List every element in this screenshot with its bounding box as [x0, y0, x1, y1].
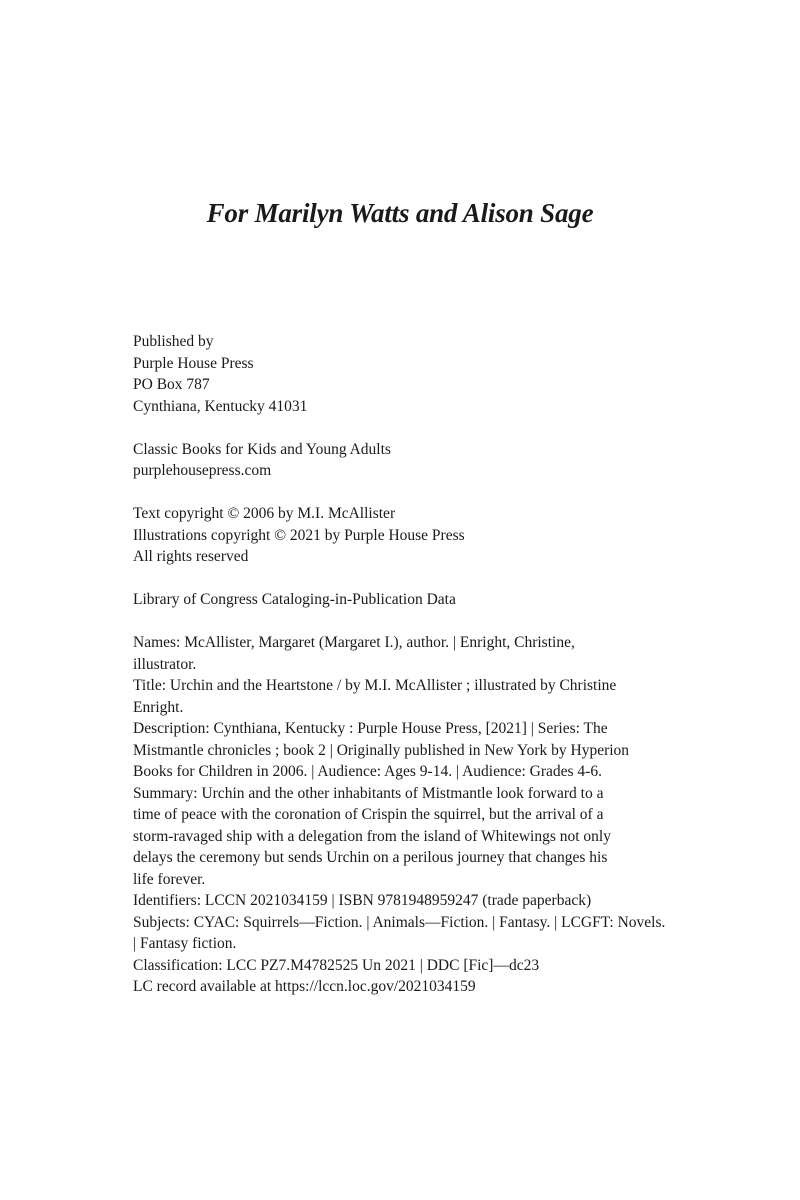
cip-description-line: Summary: Urchin and the other inhabitants of Mistmantle look forward to a — [133, 784, 604, 802]
cip-title — [133, 675, 693, 718]
cip-description-line: Books for Children in 2006. | Audience: Ages 9-14. | Audience: Grades 4-6. — [133, 763, 602, 780]
copyright-block — [133, 503, 693, 568]
cip-description-line: Mistmantle chronicles ; book 2 | Originally published in New York by Hyperion — [133, 741, 630, 759]
cip-classification — [133, 955, 693, 977]
dedication: For Marilyn Watts and Alison Sage — [206, 198, 594, 228]
cip-names — [133, 632, 693, 675]
publisher-name: Purple House Press — [133, 354, 254, 372]
published-by-label: Published by — [133, 333, 214, 350]
cip-description — [133, 718, 693, 890]
cip-description-line: storm-ravaged ship with a delegation from the island of Whitewings not only — [133, 827, 611, 845]
cip-record — [133, 976, 693, 998]
illustrations-copyright: Illustrations copyright © 2021 by Purple House Press — [133, 526, 465, 544]
cip-subjects-line: Subjects: CYAC: Squirrels—Fiction. | Animals—Fiction. | Fantasy. | LCGFT: Novels. — [133, 913, 666, 931]
rights-statement: All rights reserved — [133, 548, 249, 565]
cip-subjects-line: | Fantasy fiction. — [133, 935, 237, 952]
cip-classification-line: Classification: LCC PZ7.M4782525 Un 2021 | DDC [Fic]—dc23 — [133, 956, 540, 974]
publisher-block — [133, 331, 693, 417]
publisher-city: Cynthiana, Kentucky 41031 — [133, 397, 308, 415]
cip-identifiers — [133, 890, 693, 912]
cip-data — [133, 632, 693, 998]
cip-subjects — [133, 912, 693, 955]
cip-heading-block — [133, 589, 693, 611]
publisher-website: purplehousepress.com — [133, 462, 272, 479]
cip-description-line: Description: Cynthiana, Kentucky : Purple House Press, [2021] | Series: The — [133, 720, 608, 737]
cip-title-line: Enright. — [133, 698, 184, 716]
cip-description-line: time of peace with the coronation of Crispin the squirrel, but the arrival of a — [133, 806, 604, 823]
text-copyright: Text copyright © 2006 by M.I. McAllister — [133, 505, 396, 522]
cip-names-line: illustrator. — [133, 655, 197, 673]
cip-heading: Library of Congress Cataloging-in-Publication Data — [133, 591, 456, 608]
tagline-block — [133, 439, 693, 482]
publisher-po-box: PO Box 787 — [133, 376, 210, 393]
cip-names-line: Names: McAllister, Margaret (Margaret I.), author. | Enright, Christine, — [133, 634, 575, 651]
cip-title-line: Title: Urchin and the Heartstone / by M.I. McAllister ; illustrated by Christine — [133, 677, 617, 694]
colophon — [133, 331, 693, 1019]
cip-description-line: life forever. — [133, 870, 206, 888]
cip-description-line: delays the ceremony but sends Urchin on a perilous journey that changes his — [133, 849, 608, 866]
cip-record-line: LC record available at https://lccn.loc.gov/2021034159 — [133, 978, 476, 995]
tagline-text: Classic Books for Kids and Young Adults — [133, 440, 391, 458]
cip-identifiers-line: Identifiers: LCCN 2021034159 | ISBN 9781948959247 (trade paperback) — [133, 892, 592, 909]
